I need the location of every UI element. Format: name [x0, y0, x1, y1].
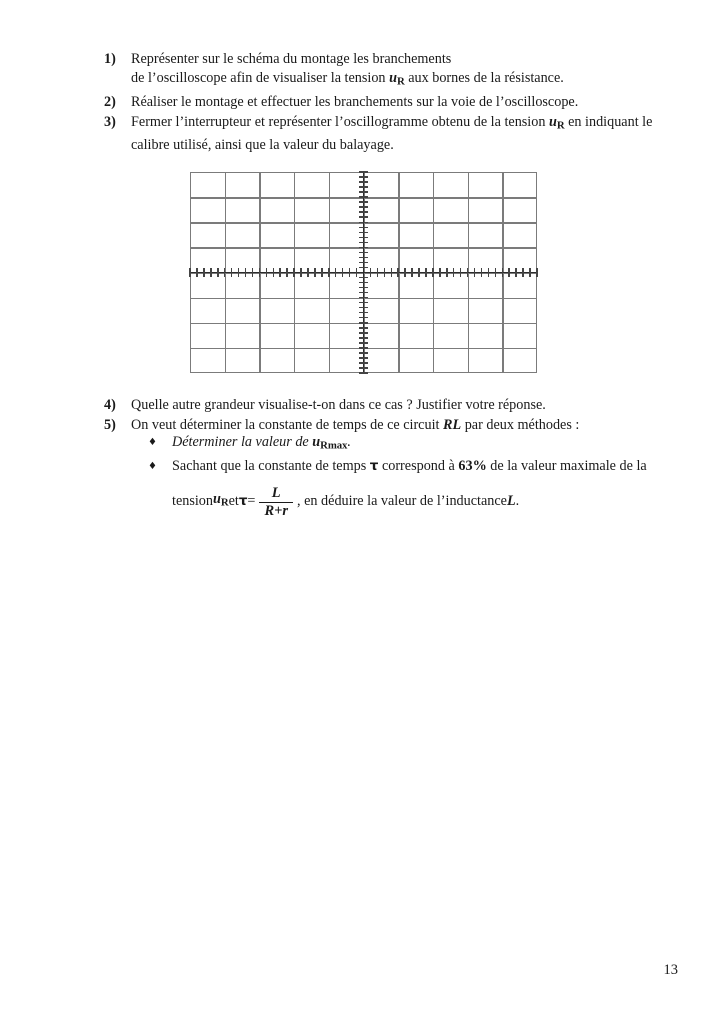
axis-tick-vertical: [359, 347, 368, 349]
variable-u: $u_{Rmax}$: [312, 434, 348, 452]
page-number: 13: [663, 962, 678, 978]
question-item: [104, 50, 684, 93]
fraction-numerator: L: [271, 485, 281, 502]
axis-tick-vertical: [359, 317, 368, 319]
axis-tick-horizontal: [279, 268, 281, 277]
text-run: calibre utilisé, ainsi que la valeur du balayage.: [131, 137, 394, 153]
text-run: Sachant que la constante de temps: [172, 458, 370, 475]
axis-tick-horizontal: [245, 268, 247, 277]
axis-tick-horizontal: [252, 268, 254, 277]
text-run: On veut déterminer la constante de temps de ce circuit: [131, 416, 444, 433]
axis-tick-vertical: [359, 222, 368, 224]
text-run: Quelle autre grandeur visualise-t-on dans ce cas ? Justifier votre réponse.: [131, 397, 546, 413]
question-line: [131, 396, 684, 415]
question-number: 5): [104, 416, 116, 433]
axis-tick-horizontal: [515, 268, 517, 277]
axis-tick-horizontal: [196, 268, 198, 277]
axis-tick-vertical: [359, 297, 368, 299]
axis-tick-vertical: [359, 247, 368, 249]
axis-tick-horizontal: [307, 268, 309, 277]
axis-tick-vertical: [359, 176, 368, 178]
axis-tick-vertical: [359, 277, 368, 279]
axis-tick-vertical: [359, 232, 368, 234]
axis-tick-vertical: [359, 332, 368, 334]
axis-tick-horizontal: [189, 268, 191, 277]
axis-tick-vertical: [359, 282, 368, 284]
axis-tick-horizontal: [266, 268, 268, 277]
axis-tick-horizontal: [411, 268, 413, 277]
axis-tick-horizontal: [286, 268, 288, 277]
axis-tick-vertical: [359, 362, 368, 364]
axis-tick-horizontal: [342, 268, 344, 277]
text-run: Déterminer la valeur de: [172, 434, 313, 450]
text-run: .: [347, 434, 351, 450]
axis-tick-horizontal: [446, 268, 448, 277]
axis-tick-horizontal: [259, 268, 261, 277]
axis-tick-horizontal: [356, 268, 358, 277]
axis-tick-vertical: [359, 186, 368, 188]
axis-tick-vertical: [359, 367, 368, 369]
variable-subscript: R: [556, 119, 565, 132]
axis-tick-horizontal: [488, 268, 490, 277]
text-run: Fermer l’interrupteur et représenter l’oscillogramme obtenu de la tension: [131, 113, 549, 130]
circuit-symbol: RL: [443, 416, 462, 433]
diamond-bullet-icon: ♦: [148, 461, 157, 473]
variable-subscript: Rmax: [320, 439, 348, 452]
axis-tick-horizontal: [273, 268, 275, 277]
bullet-list: [148, 433, 688, 519]
formula-period: .: [515, 493, 520, 510]
axis-tick-horizontal: [321, 268, 323, 277]
question-line: [131, 136, 684, 155]
axis-tick-vertical: [359, 191, 368, 193]
axis-tick-horizontal: [391, 268, 393, 277]
text-run: Représenter sur le schéma du montage les branchements: [131, 51, 452, 67]
axis-tick-vertical: [359, 312, 368, 314]
axis-tick-vertical: [359, 307, 368, 309]
axis-tick-vertical: [359, 302, 368, 304]
axis-tick-vertical: [359, 216, 368, 218]
text-run: aux bornes de la résistance.: [404, 70, 564, 87]
axis-tick-vertical: [359, 337, 368, 339]
equals-sign: =: [247, 493, 256, 510]
axis-tick-horizontal: [377, 268, 379, 277]
axis-tick-horizontal: [224, 268, 226, 277]
question-text: [131, 113, 684, 156]
axis-tick-horizontal: [432, 268, 434, 277]
bullet-item: [148, 433, 688, 456]
axis-tick-vertical: [359, 257, 368, 259]
axis-tick-horizontal: [404, 268, 406, 277]
variable-u: $u_R$: [548, 113, 565, 132]
axis-tick-horizontal: [238, 268, 240, 277]
question-line: [131, 50, 684, 69]
axis-tick-vertical: [359, 372, 368, 374]
question-line: [131, 93, 684, 112]
axis-tick-horizontal: [502, 268, 504, 277]
oscilloscope-figure: [190, 172, 537, 373]
axis-tick-vertical: [359, 211, 368, 213]
axis-tick-horizontal: [217, 268, 219, 277]
question-item: [104, 93, 684, 112]
axis-tick-vertical: [359, 242, 368, 244]
axis-tick-horizontal: [481, 268, 483, 277]
axis-tick-horizontal: [314, 268, 316, 277]
text-run: de la valeur maximale de la: [486, 458, 647, 475]
question-text: [131, 396, 684, 415]
bullet-text: [172, 433, 688, 456]
axis-tick-vertical: [359, 227, 368, 229]
center-axis-horizontal: [190, 272, 537, 274]
axis-tick-horizontal: [439, 268, 441, 277]
axis-tick-horizontal: [335, 268, 337, 277]
axis-tick-horizontal: [210, 268, 212, 277]
axis-tick-vertical: [359, 287, 368, 289]
bullet-item: [148, 457, 688, 477]
variable-subscript: R: [220, 496, 229, 509]
variable-subscript: R: [396, 76, 405, 89]
text-run: en indiquant le: [564, 113, 653, 130]
tau-symbol: τ: [369, 458, 379, 475]
fraction-denominator: R+r: [264, 503, 289, 520]
question-item: [104, 396, 684, 415]
formula-row: [148, 478, 688, 518]
axis-tick-horizontal: [508, 268, 510, 277]
formula-suffix: , en déduire la valeur de l’inductance: [297, 493, 507, 510]
diamond-bullet-icon: ♦: [148, 437, 157, 448]
axis-tick-horizontal: [522, 268, 524, 277]
axis-tick-horizontal: [370, 268, 372, 277]
question-text: [131, 50, 684, 93]
axis-tick-horizontal: [293, 268, 295, 277]
axis-tick-horizontal: [495, 268, 497, 277]
question-list-top: [104, 50, 684, 156]
axis-tick-vertical: [359, 322, 368, 324]
axis-tick-horizontal: [231, 268, 233, 277]
axis-tick-horizontal: [425, 268, 427, 277]
axis-tick-horizontal: [453, 268, 455, 277]
axis-tick-horizontal: [384, 268, 386, 277]
text-run: de l’oscilloscope afin de visualiser la tension: [131, 70, 390, 87]
axis-tick-horizontal: [460, 268, 462, 277]
axis-tick-vertical: [359, 292, 368, 294]
text-run: Réaliser le montage et effectuer les branchements sur la voie de l’oscilloscope.: [131, 94, 579, 110]
question-list-bottom: [104, 396, 684, 436]
question-number: 3): [104, 113, 116, 130]
axis-tick-horizontal: [418, 268, 420, 277]
axis-tick-vertical: [359, 327, 368, 329]
axis-tick-vertical: [359, 262, 368, 264]
axis-tick-vertical: [359, 352, 368, 354]
axis-tick-horizontal: [536, 268, 538, 277]
question-text: [131, 93, 684, 112]
axis-tick-horizontal: [467, 268, 469, 277]
variable-u: $u_R$: [212, 491, 229, 509]
axis-tick-horizontal: [397, 268, 399, 277]
text-run: correspond à: [378, 458, 459, 475]
formula-prefix: tension: [172, 493, 213, 510]
axis-tick-horizontal: [529, 268, 531, 277]
axis-tick-vertical: [359, 171, 368, 173]
oscilloscope-grid: [190, 172, 537, 373]
axis-tick-horizontal: [349, 268, 351, 277]
variable-u: $u_R$: [389, 70, 405, 89]
axis-tick-vertical: [359, 181, 368, 183]
axis-tick-vertical: [359, 342, 368, 344]
question-line: [131, 113, 684, 136]
formula-conjunction: et: [228, 493, 239, 510]
question-item: [104, 113, 684, 156]
fraction: [259, 486, 293, 519]
axis-tick-vertical: [359, 267, 368, 269]
axis-tick-vertical: [359, 201, 368, 203]
time-constant-formula: [172, 485, 519, 518]
axis-tick-horizontal: [328, 268, 330, 277]
inductance-symbol: L: [506, 493, 516, 510]
axis-tick-vertical: [359, 237, 368, 239]
question-number: 1): [104, 51, 116, 67]
axis-tick-vertical: [359, 357, 368, 359]
text-run: par deux méthodes :: [461, 416, 580, 433]
axis-tick-horizontal: [474, 268, 476, 277]
axis-tick-vertical: [359, 196, 368, 198]
axis-tick-horizontal: [203, 268, 205, 277]
axis-tick-vertical: [359, 206, 368, 208]
tau-symbol: τ: [238, 493, 248, 510]
axis-tick-horizontal: [300, 268, 302, 277]
emphasis-value: 63%: [458, 458, 487, 475]
bullet-text: [172, 457, 688, 476]
question-number: 2): [104, 94, 116, 110]
axis-tick-vertical: [359, 252, 368, 254]
question-line: [131, 69, 684, 92]
question-number: 4): [104, 397, 116, 413]
